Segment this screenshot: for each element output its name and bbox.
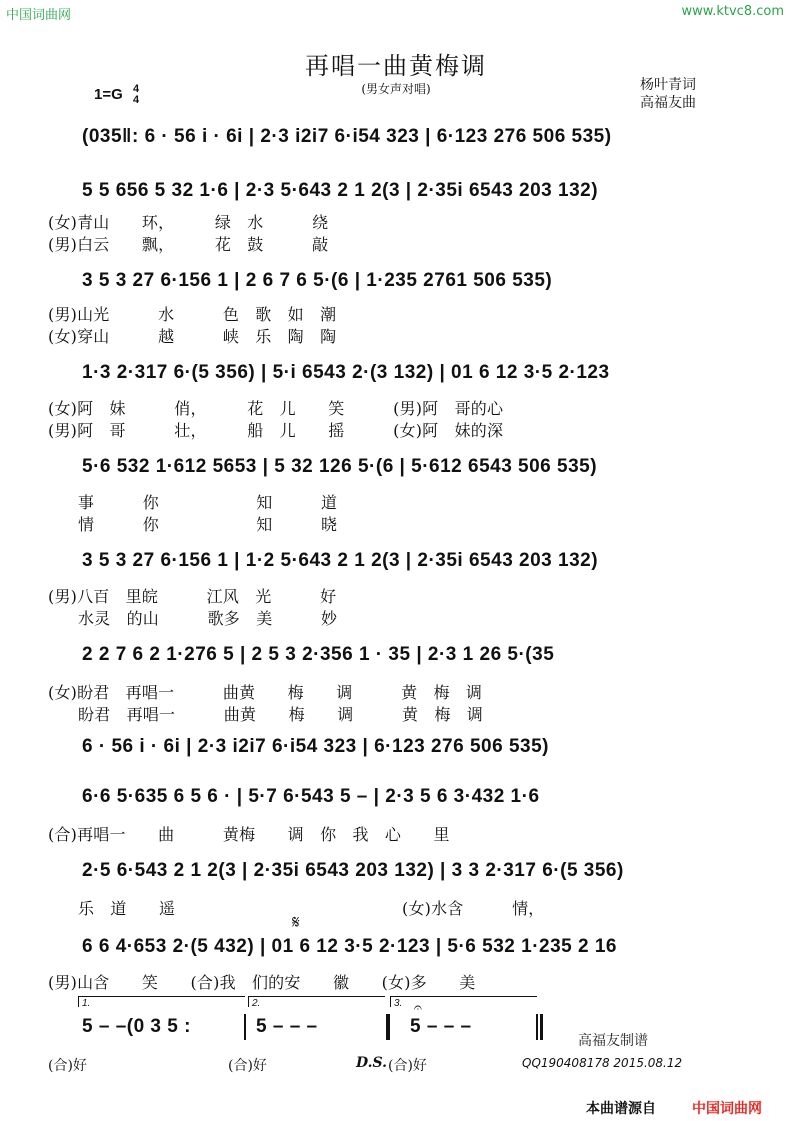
qq-date: QQ190408178 2015.08.12	[522, 1056, 683, 1070]
lyric-line: (合)再唱一 曲 黄梅 调 你 我 心 里	[48, 825, 450, 844]
volta-lyric-1: (合)好	[48, 1058, 87, 1074]
system-notes: (035‖: 6 · 56 i · 6i | 2·3 i2i7 6·i54 323 | 6·123 276 506 535)	[82, 126, 612, 147]
system-notes: 5 5 656 5 32 1·6 | 2·3 5·643 2 1 2(3 | 2·35i 6543 203 132)	[82, 180, 599, 201]
song-subtitle: (男女声对唱)	[361, 82, 431, 96]
system-notes: 2·5 6·543 2 1 2(3 | 2·35i 6543 203 132) | 3 3 2·317 6·(5 356)	[82, 860, 624, 881]
barline	[536, 1014, 538, 1040]
lyric-line: (男)阿 哥 壮， 船 儿 摇 (女)阿 妹的深	[48, 421, 504, 440]
final-barline	[540, 1014, 543, 1040]
key-label: 1=G	[94, 85, 123, 103]
system-notes: 2 2 7 6 2 1·276 5 | 2 5 3 2·356 1 · 35 | 2·3 1 26 5·(35	[82, 644, 555, 665]
lyric-line: (女)盼君 再唱一 曲黄 梅 调 黄 梅 调	[48, 683, 483, 702]
time-top: 4	[132, 83, 140, 95]
source-site[interactable]: 中国词曲网	[692, 1101, 762, 1117]
lyric-line: (女)青山 环， 绿 水 绕	[48, 213, 329, 232]
volta-notes-3: 5 – – –	[410, 1016, 472, 1037]
arranger-credit: 高福友制谱	[578, 1033, 648, 1049]
volta-label-2: 2.	[252, 998, 261, 1009]
source-label: 本曲谱源自	[586, 1101, 656, 1117]
lyric-line: (女)穿山 越 峡 乐 陶 陶	[48, 327, 337, 346]
lyric-line: 乐 道 遥 (女)水含 情，	[78, 899, 545, 918]
volta-label-1: 1.	[82, 998, 91, 1009]
volta-bracket-1	[78, 996, 245, 1007]
segno-mark: 𝄋	[292, 912, 300, 933]
system-notes: 3 5 3 27 6·156 1 | 2 6 7 6 5·(6 | 1·235 2761 506 535)	[82, 270, 553, 291]
system-notes: 6·6 5·635 6 5 6 · | 5·7 6·543 5 – | 2·3 5 6 3·432 1·6	[82, 786, 540, 807]
lyric-line: 情 你 知 晓	[78, 515, 338, 534]
composer: 高福友曲	[640, 95, 696, 111]
time-bottom: 4	[132, 94, 140, 106]
fermata-mark: 𝄐	[414, 1000, 422, 1016]
lyricist: 杨叶青词	[640, 77, 696, 93]
site-logo-left: 中国词曲网	[6, 8, 72, 23]
volta-lyric-3: (合)好	[388, 1058, 427, 1074]
system-notes: 5·6 532 1·612 5653 | 5 32 126 5·(6 | 5·612 6543 506 535)	[82, 456, 598, 477]
barline	[388, 1014, 390, 1040]
volta-bracket-2	[248, 996, 385, 1007]
volta-notes-1: 5 – –(0 3 5 :	[82, 1016, 191, 1037]
volta-lyric-2: (合)好	[228, 1058, 267, 1074]
ds-mark: D.S.	[356, 1055, 388, 1071]
volta-label-3: 3.	[394, 998, 403, 1009]
barline	[244, 1014, 246, 1040]
lyric-line: (男)山光 水 色 歌 如 潮	[48, 305, 337, 324]
lyric-line: (男)山含 笑 (合)我 们的安 徽 (女)多 美	[48, 973, 476, 992]
lyric-line: (男)八百 里皖 江风 光 好	[48, 587, 337, 606]
lyric-line: (女)阿 妹 俏， 花 儿 笑 (男)阿 哥的心	[48, 399, 504, 418]
system-notes: 1·3 2·317 6·(5 356) | 5·i 6543 2·(3 132) | 01 6 12 3·5 2·123	[82, 362, 610, 383]
time-signature	[133, 84, 139, 106]
lyric-line: (男)白云 飘， 花 鼓 敲	[48, 235, 329, 254]
lyric-line: 水灵 的山 歌多 美 妙	[78, 609, 338, 628]
song-title: 再唱一曲黄梅调	[305, 52, 487, 80]
system-notes: 6 6 4·653 2·(5 432) | 01 6 12 3·5 2·123 | 5·6 532 1·235 2 16	[82, 936, 617, 957]
system-notes: 3 5 3 27 6·156 1 | 1·2 5·643 2 1 2(3 | 2·35i 6543 203 132)	[82, 550, 599, 571]
volta-bracket-3	[390, 996, 537, 1007]
lyric-line: 事 你 知 道	[78, 493, 338, 512]
key-signature	[94, 84, 139, 106]
volta-notes-2: 5 – – –	[256, 1016, 318, 1037]
lyric-line: 盼君 再唱一 曲黄 梅 调 黄 梅 调	[78, 705, 484, 724]
system-notes: 6 · 56 i · 6i | 2·3 i2i7 6·i54 323 | 6·123 276 506 535)	[82, 736, 549, 757]
site-url-right: www.ktvc8.com	[681, 4, 784, 19]
